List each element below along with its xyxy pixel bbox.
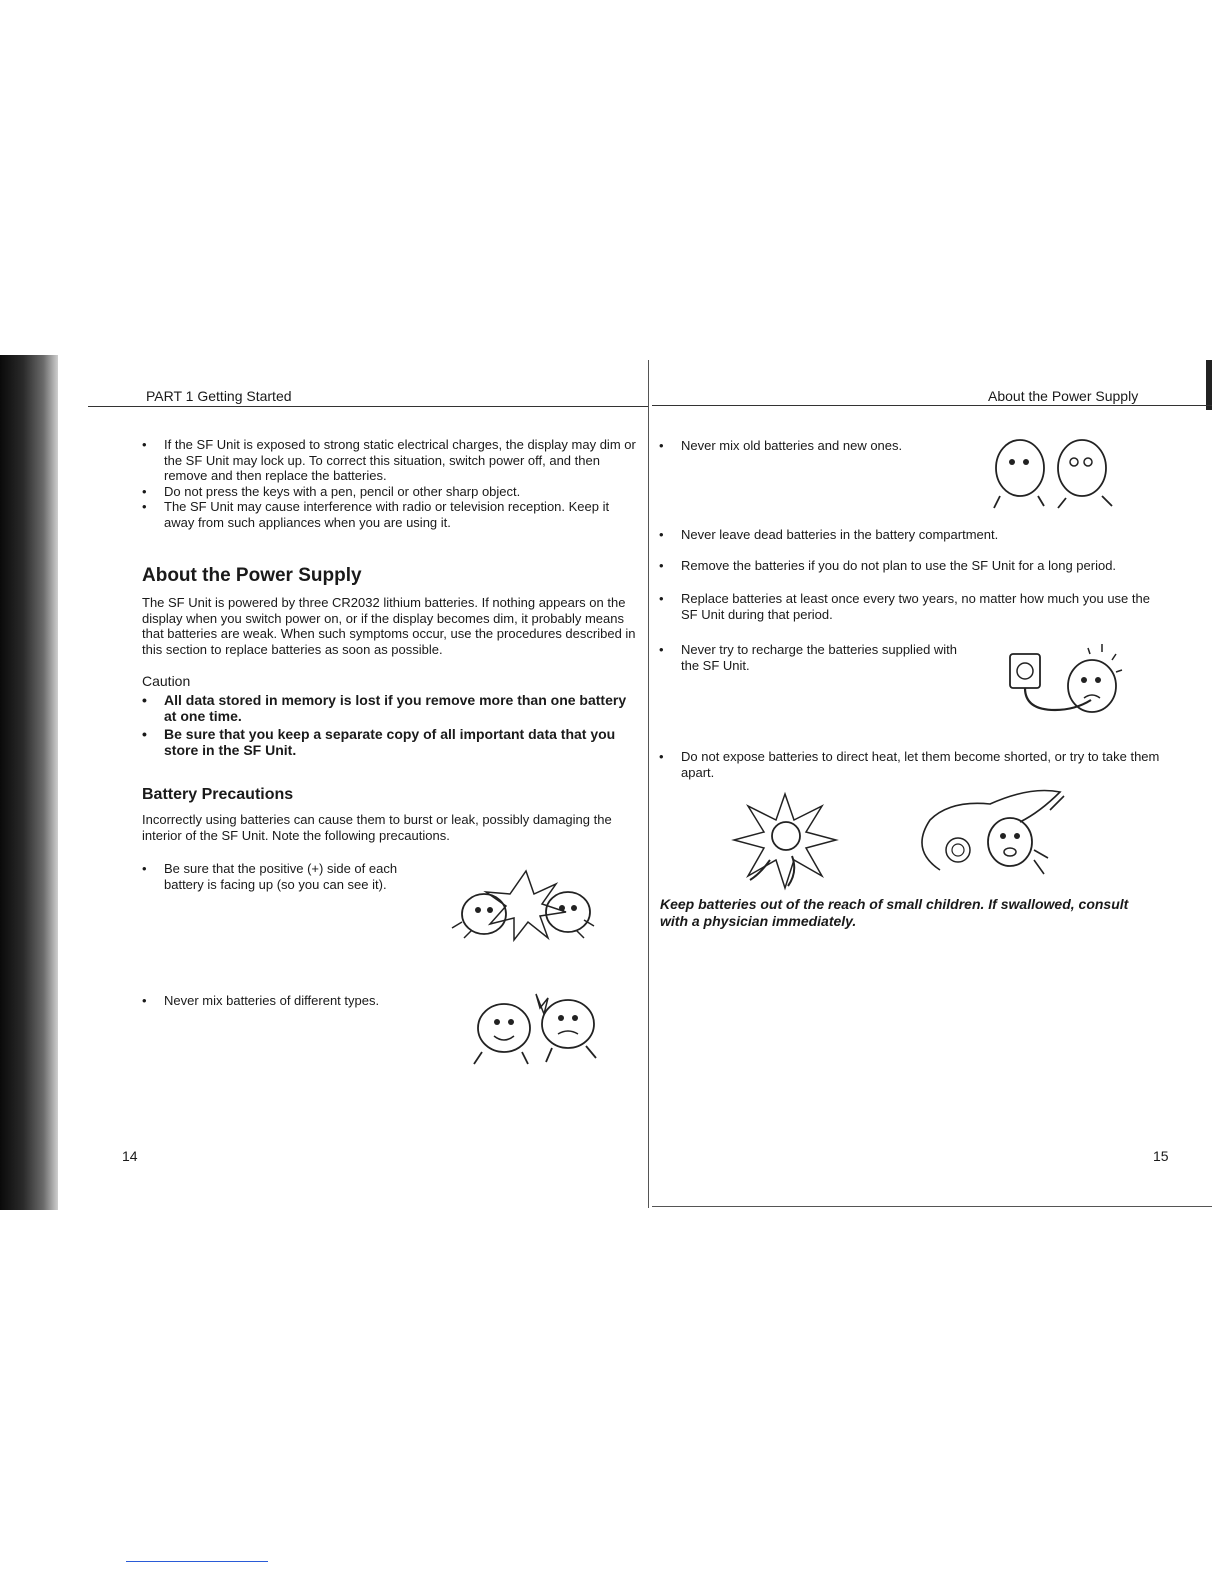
bullet: • — [659, 558, 664, 573]
bottom-link-underline — [126, 1561, 268, 1562]
right-item — [659, 558, 1179, 574]
caution-text: All data stored in memory is lost if you remove more than one battery at one time. — [164, 692, 627, 724]
right-item-text: Do not expose batteries to direct heat, let them become shorted, or try to take them apart. — [681, 749, 1160, 780]
bullet: • — [659, 438, 664, 453]
header-rule-left — [88, 406, 648, 407]
right-item — [659, 591, 1159, 622]
header-rule-right — [652, 405, 1212, 406]
bullet: • — [142, 692, 147, 708]
bullet: • — [142, 437, 147, 452]
right-page-number: 15 — [1153, 1148, 1169, 1164]
scan-edge-shadow-right — [1206, 360, 1212, 410]
right-item — [659, 642, 975, 673]
right-item — [659, 527, 1179, 543]
list-item — [142, 726, 638, 758]
recharge-battery-illustration — [1004, 640, 1132, 722]
warning-text: Keep batteries out of the reach of small children. If swallowed, consult with a physician immediately. — [660, 896, 1129, 929]
bullet: • — [659, 591, 664, 606]
bullet: • — [659, 642, 664, 657]
bullet: • — [142, 993, 147, 1008]
list-item — [659, 591, 1159, 622]
scan-edge-shadow — [0, 355, 58, 1210]
left-page-header: PART 1 Getting Started — [146, 388, 292, 404]
list-item — [142, 692, 638, 724]
precaution-text: Never mix batteries of different types. — [164, 993, 380, 1008]
subsection-title: Battery Precautions — [142, 786, 294, 803]
subsection-body: Incorrectly using batteries can cause them to burst or leak, possibly damaging the interior of the SF Unit. Note the following precautions. — [142, 812, 612, 843]
list-item — [659, 558, 1179, 574]
list-item — [142, 484, 638, 500]
right-item-text: Replace batteries at least once every two years, no matter how much you use the SF Unit during that period. — [681, 591, 1150, 622]
right-item-text: Never mix old batteries and new ones. — [681, 438, 903, 453]
list-item — [142, 993, 434, 1009]
short-circuit-illustration — [730, 790, 840, 890]
list-item — [659, 749, 1169, 780]
right-item — [659, 438, 949, 454]
right-item-text: Never try to recharge the batteries supplied with the SF Unit. — [681, 642, 958, 673]
left-page-number: 14 — [122, 1148, 138, 1164]
list-item — [659, 642, 975, 673]
bullet: • — [659, 527, 664, 542]
intro-bullet-text: Do not press the keys with a pen, pencil or other sharp object. — [164, 483, 521, 499]
bottom-rule-right — [652, 1206, 1212, 1207]
right-page-header: About the Power Supply — [988, 388, 1139, 404]
precaution-item — [142, 861, 434, 892]
caution-list — [142, 692, 638, 758]
list-item — [142, 861, 434, 892]
page-spine — [648, 360, 649, 1208]
bullet: • — [142, 499, 147, 514]
right-item-text: Never leave dead batteries in the battery compartment. — [681, 527, 999, 542]
caution-text: Be sure that you keep a separate copy of all important data that you store in the SF Unit. — [164, 726, 616, 758]
intro-bullets — [142, 437, 638, 530]
section-body: The SF Unit is powered by three CR2032 lithium batteries. If nothing appears on the display when you switch power on, or if the display becomes dim, it probably means that batteries are weak. When such symptoms occur, use the procedures described in this section to replace batteries as soon as possible. — [142, 595, 636, 657]
intro-bullet-text: If the SF Unit is exposed to strong static electrical charges, the display may dim or the SF Unit may lock up. To correct this situation, switch power off, and then remove and then replace the batteries. — [164, 437, 636, 483]
intro-bullet-text: The SF Unit may cause interference with radio or television reception. Keep it away from such appliances when you are using it. — [164, 499, 610, 530]
bullet: • — [142, 861, 147, 876]
old-new-batteries-illustration — [982, 432, 1122, 512]
caution-label: Caution — [142, 673, 191, 689]
right-item-text: Remove the batteries if you do not plan to use the SF Unit for a long period. — [681, 558, 1117, 573]
mixed-batteries-illustration — [462, 986, 612, 1068]
battery-heat-illustration — [910, 790, 1070, 880]
bullet: • — [659, 749, 664, 764]
precaution-text: Be sure that the positive (+) side of each battery is facing up (so you can see it). — [164, 861, 398, 892]
right-item — [659, 749, 1169, 780]
precaution-item — [142, 993, 434, 1009]
bullet: • — [142, 483, 147, 499]
list-item — [659, 438, 949, 454]
list-item — [142, 437, 638, 484]
bullet: • — [142, 726, 147, 742]
list-item — [659, 527, 1179, 543]
section-title: About the Power Supply — [142, 565, 362, 586]
list-item — [142, 499, 638, 530]
battery-burst-illustration — [444, 866, 608, 942]
